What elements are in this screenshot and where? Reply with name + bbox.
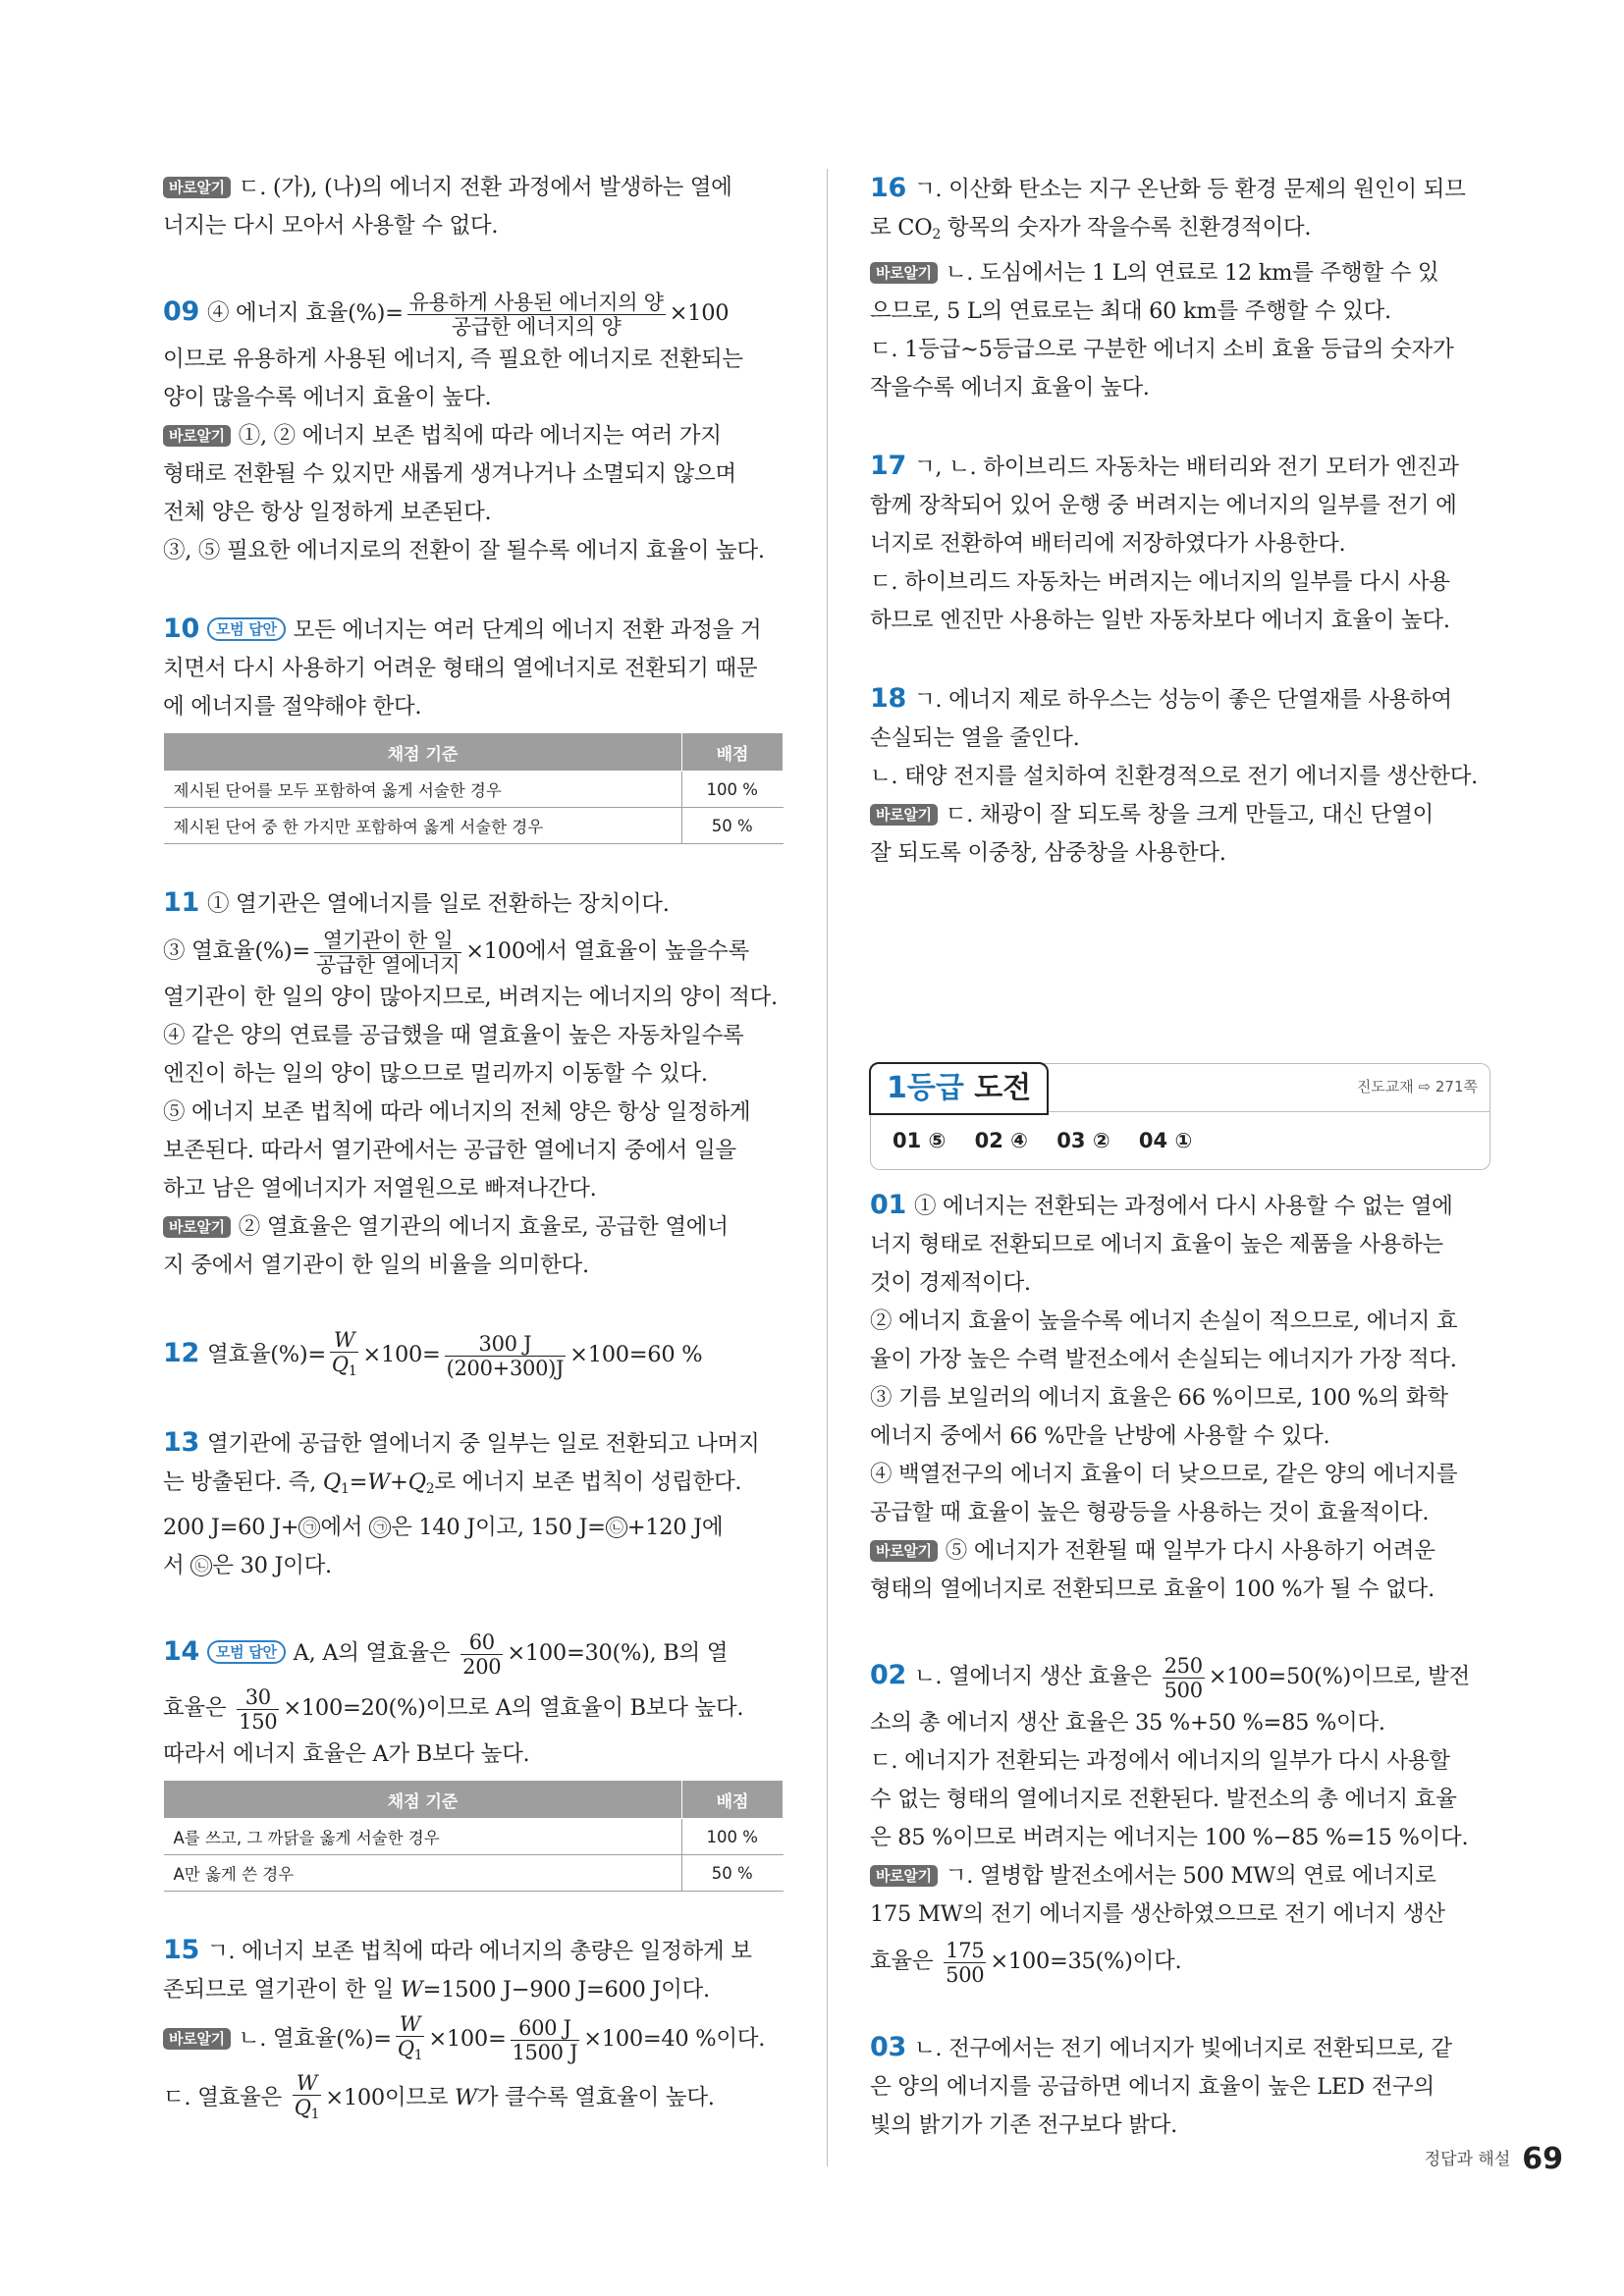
answer-item: 01 ⑤ — [893, 1129, 947, 1152]
fraction: $\frac{250}{500}$ — [1164, 1653, 1203, 1702]
table-header-points: 배점 — [682, 1781, 784, 1819]
page-footer — [1425, 2142, 1563, 2176]
fraction: $\frac{W}{Q_1}$ — [397, 2012, 423, 2063]
challenge-title: 1등급 도전 — [869, 1062, 1049, 1115]
entry-09: 09 ④ 에너지 효율(%)= $\frac{\text{유용하게 사용된 에너지의 양}}{\text{공급한 에너지의 양}}$ ×100 이므로 유용하게 사용된 에너지, 즉 필요한 에너지로 전환되는 양이 많을수록 에너지 효율이 높다. 바로알기 ①, ② 에너지 보존 법칙에 따라 에너지는 여러 가지 형태로 전환될 수 있지만 새롭게 생겨나거나 소멸되지 않으며 전체 양은 항상 일정하게 보존된다. ③, ⑤ 필요한 에너지로의 전환이 잘 될수록 에너지 효율이 높다. — [163, 290, 765, 563]
model-answer-tag: 모범 답안 — [207, 1640, 286, 1664]
fraction: $\frac{30}{150}$ — [239, 1684, 278, 1734]
fraction: $\frac{W}{Q_1}$ — [294, 2071, 320, 2122]
model-answer-tag: 모범 답안 — [207, 617, 286, 641]
question-number: 11 — [163, 887, 199, 918]
entry-14: 14 모범 답안 A, A의 열효율은 $\frac{60}{200}$ ×100=30(%), B의 열 효율은 $\frac{30}{150}$ ×100=20(%)이므로 A의 열효율이 B보다 높다. 따라서 에너지 효율은 A가 B보다 높다. 채점 기준 배점 A를 쓰고, 그 까닭을 옳게 서술한 경우 100 % A만 옳게 쓴 경우 50 % — [163, 1625, 784, 1892]
question-number: 16 — [870, 173, 906, 203]
entry-16: 16 ㄱ. 이산화 탄소는 지구 온난화 등 환경 문제의 원인이 되므 로 $CO_2$ 항목의 숫자가 작을수록 친환경적이다. 바로알기 ㄴ. 도심에서는 1 L의 연료로 12 km를 주행할 수 있 으므로, 5 L의 연료로는 최대 60 km를 주행할 수 있다. ㄷ. 1등급~5등급으로 구분한 에너지 소비 효율 등급의 숫자가 작을수록 에너지 효율이 높다. — [870, 173, 1466, 400]
page-number: 69 — [1522, 2142, 1563, 2176]
table-header-points: 배점 — [682, 733, 784, 772]
scoring-table — [163, 1780, 784, 1892]
question-number: 18 — [870, 683, 906, 714]
column-divider — [827, 169, 828, 2166]
scoring-table — [163, 732, 784, 844]
question-number: 12 — [163, 1338, 199, 1368]
circled-marker: ㉠ — [298, 1517, 320, 1538]
entry-10: 10 모범 답안 모든 에너지는 여러 단계의 에너지 전환 과정을 거 치면서 다시 사용하기 어려운 형태의 열에너지로 전환되기 때문 에 에너지를 절약해야 한다. 채점 기준 배점 제시된 단어를 모두 포함하여 옳게 서술한 경우 100 % 제시된 단어 중 한 가지만 포함하여 옳게 서술한 경우 50 % — [163, 610, 784, 844]
fraction: $\frac{\text{열기관이 한 일}}{\text{공급한 열에너지}}$ — [315, 928, 460, 977]
entry-c01: 01 ① 에너지는 전환되는 과정에서 다시 사용할 수 없는 열에 너지 형태로 전환되므로 에너지 효율이 높은 제품을 사용하는 것이 경제적이다. ② 에너지 효율이 높을수록 에너지 손실이 적으므로, 에너지 효 율이 가장 높은 수력 발전소에서 손실되는 에너지가 가장 적다. ③ 기름 보일러의 에너지 효율은 66 %이므로, 100 %의 화학 에너지 중에서 66 %만을 난방에 사용할 수 있다. ④ 백열전구의 에너지 효율이 더 낮으므로, 같은 양의 에너지를 공급할 때 효율이 높은 형광등을 사용하는 것이 효율적이다. 바로알기 ⑤ 에너지가 전환될 때 일부가 다시 사용하기 어려운 형태의 열에너지로 전환되므로 효율이 100 %가 될 수 없다. — [870, 1190, 1458, 1602]
table-header-criteria: 채점 기준 — [164, 1781, 682, 1819]
question-number: 09 — [163, 296, 199, 327]
challenge-section — [870, 1063, 1490, 2184]
question-number: 02 — [870, 1660, 906, 1690]
entry-12: 12 열효율(%)= $\frac{W}{Q_1}$ ×100= $\frac{300 J}{(200+300)J}$ ×100=60 % — [163, 1324, 784, 1384]
barun-tag: 바로알기 — [870, 1540, 938, 1562]
answer-item: 03 ② — [1056, 1129, 1110, 1152]
entry-c03: 03 ㄴ. 전구에서는 전기 에너지가 빛에너지로 전환되므로, 같 은 양의 에너지를 공급하면 에너지 효율이 높은 LED 전구의 빛의 밝기가 기존 전구보다 밝다. — [870, 2032, 1452, 2138]
answer-item: 04 ① — [1138, 1129, 1193, 1152]
right-column — [870, 169, 1490, 912]
barun-tag: 바로알기 — [163, 425, 231, 447]
circled-marker: ㉡ — [190, 1555, 212, 1576]
entry-13: 13 열기관에 공급한 열에너지 중 일부는 일로 전환되고 나머지 는 방출된다. 즉, $Q_1=W+Q_2$로 에너지 보존 법칙이 성립한다. 200 J=60 J+ ㉠ 에서 ㉠ 은 140 J이고, 150 J= ㉡ +120 J에 서 ㉡ 은 30 J이다. — [163, 1427, 760, 1578]
fraction: $\frac{W}{Q_1}$ — [331, 1328, 357, 1379]
entry-11: 11 ① 열기관은 열에너지를 일로 전환하는 장치이다. ③ 열효율(%)= $\frac{\text{열기관이 한 일}}{\text{공급한 열에너지}}$ ×100에서 열효율이 높을수록 열기관이 한 일의 양이 많아지므로, 버려지는 에너지의 양이 적다. ④ 같은 양의 연료를 공급했을 때 열효율이 높은 자동차일수록 엔진이 하는 일의 양이 많으므로 멀리까지 이동할 수 있다. ⑤ 에너지 보존 법칙에 따라 에너지의 전체 양은 항상 일정하게 보존된다. 따라서 열기관에서는 공급한 열에너지 중에서 일을 하고 남은 열에너지가 저열원으로 빠져나간다. 바로알기 ② 열효율은 열기관의 에너지 효율로, 공급한 열에너 지 중에서 열기관이 한 일의 비율을 의미한다. — [163, 887, 778, 1278]
question-number: 03 — [870, 2032, 906, 2062]
left-column — [163, 169, 784, 2166]
barun-tag: 바로알기 — [870, 1865, 938, 1887]
entry-08-continuation: 바로알기 ㄷ. (가), (나)의 에너지 전환 과정에서 발생하는 열에 너지는 다시 모아서 사용할 수 없다. — [163, 175, 732, 239]
entry-18: 18 ㄱ. 에너지 제로 하우스는 성능이 좋은 단열재를 사용하여 손실되는 열을 줄인다. ㄴ. 태양 전지를 설치하여 친환경적으로 전기 에너지를 생산한다. 바로알기 ㄷ. 채광이 잘 되도록 창을 크게 만들고, 대신 단열이 잘 되도록 이중창, 삼중창을 사용한다. — [870, 683, 1478, 866]
barun-tag: 바로알기 — [163, 2028, 231, 2050]
challenge-header — [870, 1063, 1490, 1111]
fraction: $\frac{175}{500}$ — [946, 1938, 985, 1987]
fraction: $\frac{60}{200}$ — [462, 1629, 502, 1679]
fraction: $\frac{300 J}{(200+300)J}$ — [446, 1331, 565, 1380]
answer-key — [870, 1111, 1490, 1170]
question-number: 17 — [870, 451, 906, 481]
table-row: 제시된 단어를 모두 포함하여 옳게 서술한 경우 100 % — [164, 772, 784, 808]
footer-label: 정답과 해설 — [1424, 2150, 1511, 2169]
question-number: 15 — [163, 1935, 199, 1965]
table-row: A를 쓰고, 그 까닭을 옳게 서술한 경우 100 % — [164, 1819, 784, 1855]
circled-marker: ㉡ — [606, 1517, 627, 1538]
question-number: 14 — [163, 1636, 199, 1667]
textbook-reference: 진도교재 ⇨ 271쪽 — [1356, 1078, 1478, 1095]
barun-tag: 바로알기 — [163, 1216, 231, 1238]
circled-marker: ㉠ — [369, 1517, 391, 1538]
barun-tag: 바로알기 — [870, 804, 938, 826]
fraction: $\frac{\text{유용하게 사용된 에너지의 양}}{\text{공급한 에너지의 양}}$ — [408, 290, 664, 339]
entry-15: 15 ㄱ. 에너지 보존 법칙에 따라 에너지의 총량은 일정하게 보 존되므로 열기관이 한 일 W=1500 J−900 J=600 J이다. 바로알기 ㄴ. 열효율(%)= $\frac{W}{Q_1}$ ×100= $\frac{600 J}{1500 J}$ ×100=40 %이다. ㄷ. 열효율은 $\frac{W}{Q_1}$ ×100이므로 W가 클수록 열효율이 높다. — [163, 1931, 784, 2127]
challenge-answers — [870, 1186, 1490, 2145]
entry-c02: 02 ㄴ. 열에너지 생산 효율은 $\frac{250}{500}$ ×100=50(%)이므로, 발전 소의 총 에너지 생산 효율은 35 %+50 %=85 %이다. ㄷ. 에너지가 전환되는 과정에서 에너지의 일부가 다시 사용할 수 없는 형태의 열에너지로 전환된다. 발전소의 총 에너지 효율 은 85 %이므로 버려지는 에너지는 100 %−85 %=15 %이다. 바로알기 ㄱ. 열병합 발전소에서는 500 MW의 연료 에너지로 175 MW의 전기 에너지를 생산하였으므로 전기 에너지 생산 효율은 $\frac{175}{500}$ ×100=35(%)이다. — [870, 1653, 1470, 1987]
fraction: $\frac{600 J}{1500 J}$ — [512, 2015, 578, 2064]
question-number: 10 — [163, 614, 199, 644]
question-number: 01 — [870, 1190, 906, 1220]
entry-17: 17 ㄱ, ㄴ. 하이브리드 자동차는 배터리와 전기 모터가 엔진과 함께 장착되어 있어 운행 중 버려지는 에너지의 일부를 전기 에 너지로 전환하여 배터리에 저장하였다가 사용한다. ㄷ. 하이브리드 자동차는 버려지는 에너지의 일부를 다시 사용 하므로 엔진만 사용하는 일반 자동차보다 에너지 효율이 높다. — [870, 451, 1459, 633]
table-header-criteria: 채점 기준 — [164, 733, 682, 772]
barun-tag: 바로알기 — [870, 262, 938, 284]
table-row: A만 옳게 쓴 경우 50 % — [164, 1855, 784, 1892]
table-row: 제시된 단어 중 한 가지만 포함하여 옳게 서술한 경우 50 % — [164, 808, 784, 844]
answer-item: 02 ④ — [974, 1129, 1028, 1152]
barun-tag: 바로알기 — [163, 177, 231, 198]
question-number: 13 — [163, 1427, 199, 1458]
